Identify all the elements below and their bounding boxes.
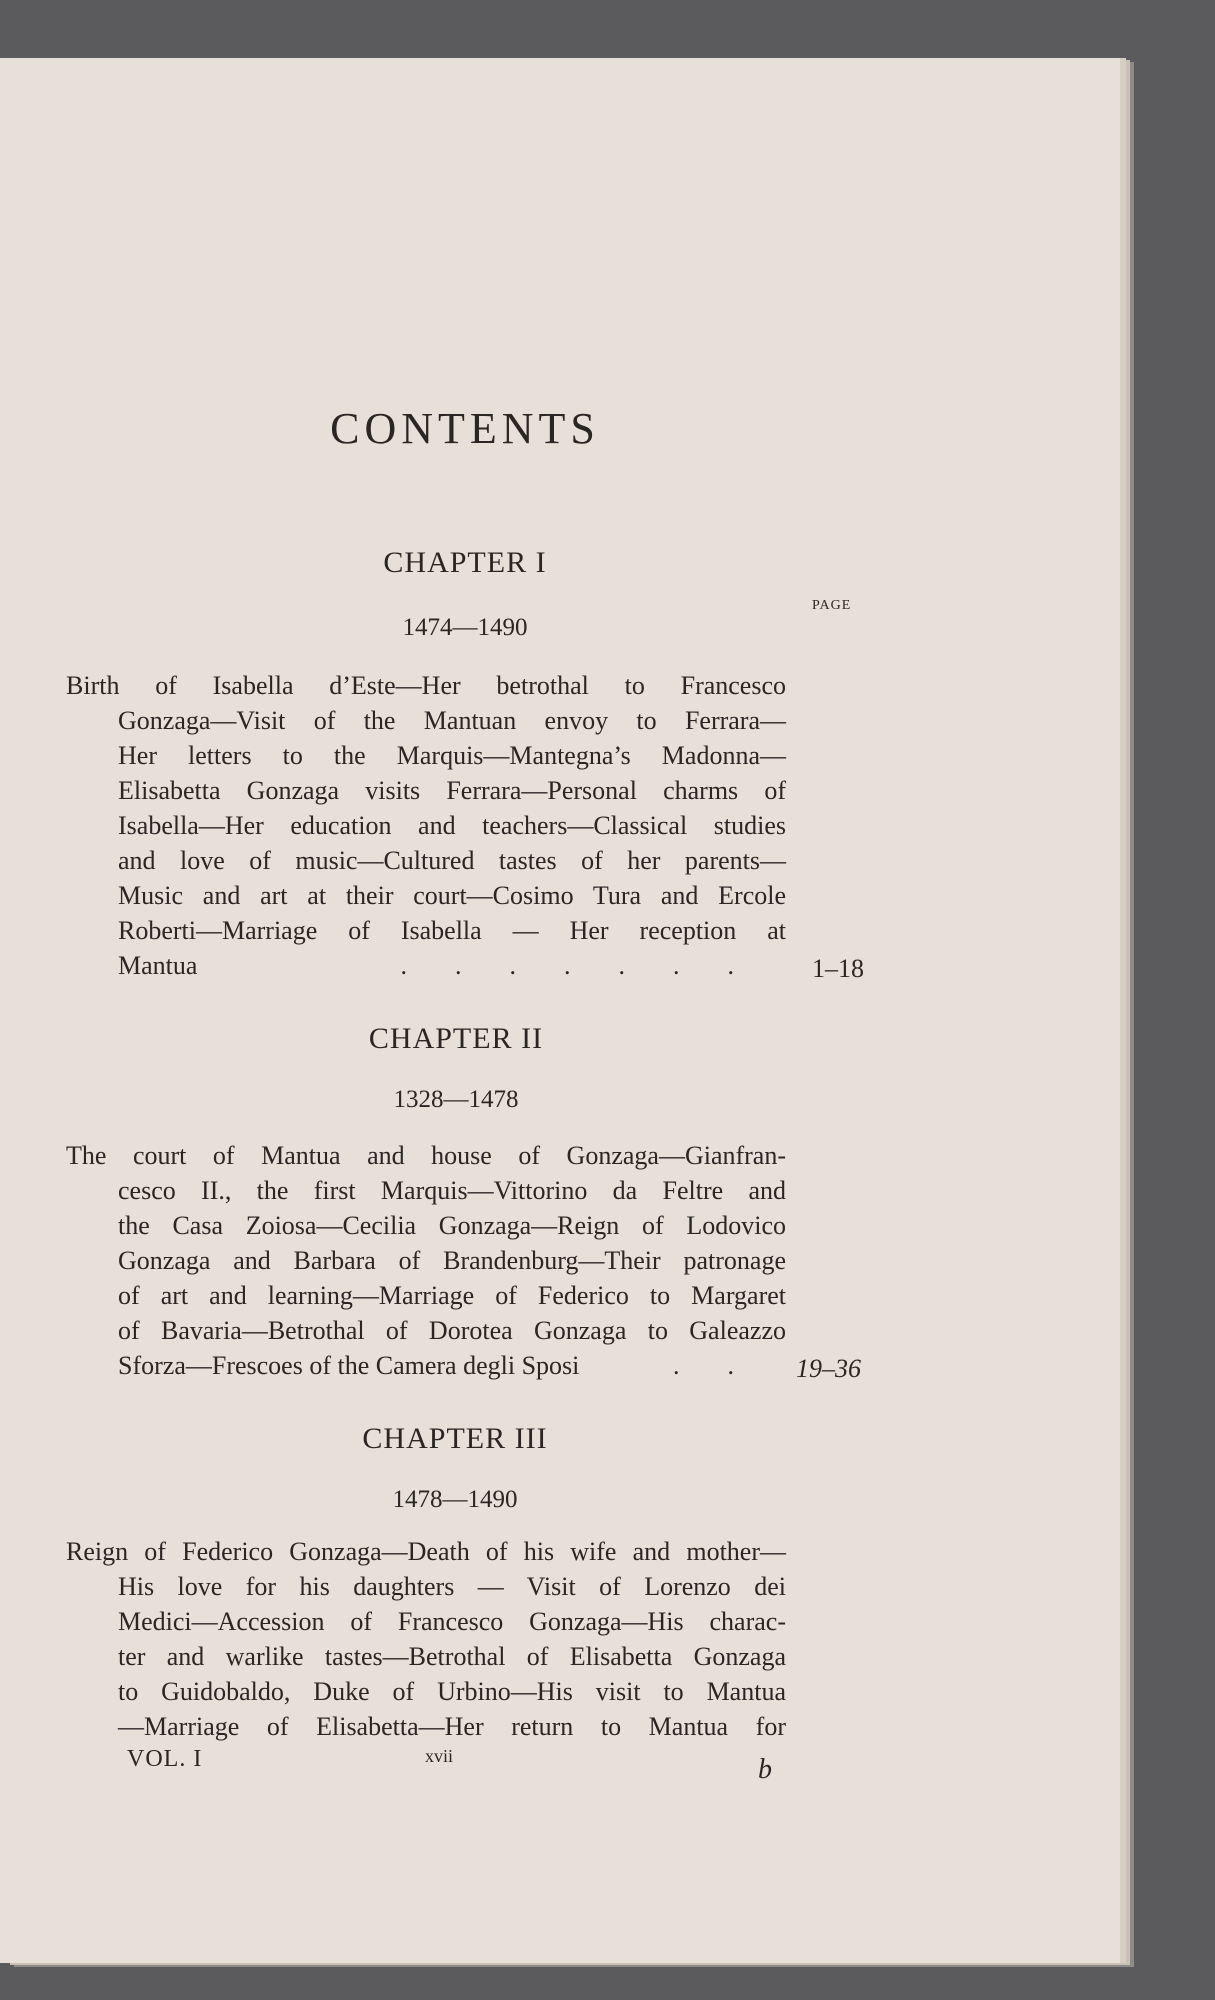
summary-last-line: Mantua bbox=[118, 951, 198, 980]
summary-line: His love for his daughters — Visit of Lorenzo dei bbox=[118, 1572, 786, 1601]
summary-line: and love of music—Cultured tastes of her parents— bbox=[118, 846, 786, 875]
summary-line: The court of Mantua and house of Gonzaga—Gianfran- bbox=[66, 1141, 786, 1170]
page-number: xvii bbox=[425, 1746, 454, 1766]
chapter-3-dates: 1478—1490 bbox=[392, 1486, 518, 1513]
chapter-1-dates: 1474—1490 bbox=[402, 614, 528, 641]
chapter-2-pages: 19–36 bbox=[796, 1354, 861, 1383]
summary-line: Birth of Isabella d’Este—Her betrothal to Francesco bbox=[66, 671, 786, 700]
chapter-3-heading: CHAPTER III bbox=[362, 1422, 548, 1455]
chapter-3-summary bbox=[66, 1534, 786, 1744]
book-page bbox=[0, 58, 1120, 1963]
chapter-2-dates: 1328—1478 bbox=[393, 1086, 519, 1113]
chapter-2-heading: CHAPTER II bbox=[368, 1022, 544, 1055]
summary-last-line: Sforza—Frescoes of the Camera degli Sposi bbox=[118, 1351, 580, 1380]
contents-title: CONTENTS bbox=[330, 404, 600, 453]
chapter-2-summary bbox=[66, 1138, 786, 1383]
dot-leader: .. bbox=[673, 1351, 782, 1380]
chapter-1-pages: 1–18 bbox=[812, 954, 864, 983]
summary-line: the Casa Zoiosa—Cecilia Gonzaga—Reign of Lodovico bbox=[118, 1211, 786, 1240]
summary-line: cesco II., the first Marquis—Vittorino da Feltre and bbox=[118, 1176, 786, 1205]
dot-leader: ....... bbox=[400, 951, 782, 980]
summary-line: of Bavaria—Betrothal of Dorotea Gonzaga to Galeazzo bbox=[118, 1316, 786, 1345]
chapter-1-summary bbox=[66, 668, 786, 983]
summary-line: Gonzaga—Visit of the Mantuan envoy to Ferrara— bbox=[118, 706, 786, 735]
volume-signature: VOL. I bbox=[127, 1746, 203, 1772]
chapter-1-heading: CHAPTER I bbox=[383, 546, 547, 579]
gathering-signature: b bbox=[758, 1754, 772, 1785]
page-column-label: PAGE bbox=[812, 598, 852, 613]
summary-line: ter and warlike tastes—Betrothal of Elisabetta Gonzaga bbox=[118, 1642, 786, 1671]
summary-line: Her letters to the Marquis—Mantegna’s Madonna— bbox=[118, 741, 786, 770]
summary-line: —Marriage of Elisabetta—Her return to Mantua for bbox=[118, 1712, 786, 1741]
summary-line: to Guidobaldo, Duke of Urbino—His visit to Mantua bbox=[118, 1677, 786, 1706]
summary-line: Music and art at their court—Cosimo Tura and Ercole bbox=[118, 881, 786, 910]
summary-line: Isabella—Her education and teachers—Classical studies bbox=[118, 811, 786, 840]
summary-line: of art and learning—Marriage of Federico to Margaret bbox=[118, 1281, 786, 1310]
summary-line: Elisabetta Gonzaga visits Ferrara—Personal charms of bbox=[118, 776, 786, 805]
summary-line: Roberti—Marriage of Isabella — Her reception at bbox=[118, 916, 786, 945]
summary-line: Medici—Accession of Francesco Gonzaga—His charac- bbox=[118, 1607, 786, 1636]
summary-line: Gonzaga and Barbara of Brandenburg—Their patronage bbox=[118, 1246, 786, 1275]
summary-line: Reign of Federico Gonzaga—Death of his wife and mother— bbox=[66, 1537, 786, 1566]
